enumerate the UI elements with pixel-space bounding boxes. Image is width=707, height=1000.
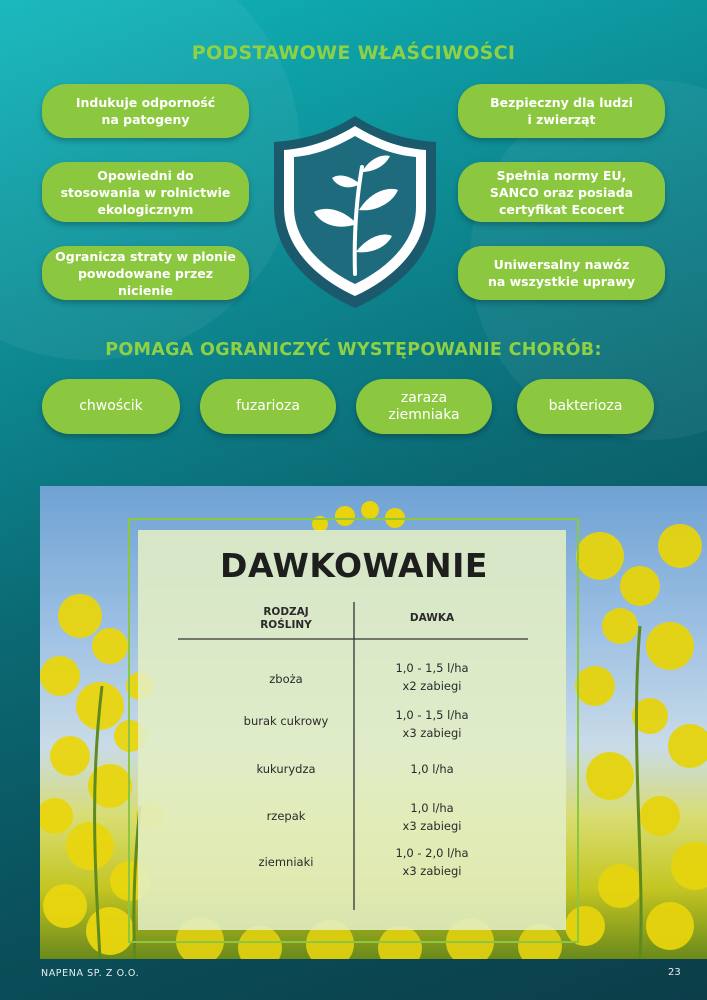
table-row-plant: rzepak [266,809,306,823]
table-row-plant: zboża [269,672,303,686]
column-header-plant: RODZAJ ROŚLINY [260,606,312,631]
table-row-dose: 1,0 l/ha [410,762,454,776]
table-row-dose: 1,0 - 1,5 l/ha x3 zabiegi [395,708,469,740]
property-pill: Spełnia normy EU, SANCO oraz posiada certyfikat Ecocert [458,162,665,222]
disease-pill: bakterioza [517,379,654,434]
disease-pill: chwościk [42,379,180,434]
diseases-title: POMAGA OGRANICZYĆ WYSTĘPOWANIE CHORÓB: [105,340,602,360]
table-row-plant: burak cukrowy [243,714,329,728]
table-row-plant: kukurydza [256,762,316,776]
properties-title: PODSTAWOWE WŁAŚCIWOŚCI [191,42,516,64]
table-row-dose: 1,0 l/ha x3 zabiegi [402,801,462,833]
property-pill: Indukuje odporność na patogeny [42,84,249,138]
property-pill: Opowiedni do stosowania w rolnictwie ekologicznym [42,162,249,222]
page-number: 23 [668,967,681,978]
property-pill: Bezpieczny dla ludzi i zwierząt [458,84,665,138]
column-header-dose: DAWKA [409,612,455,624]
table-row-dose: 1,0 - 2,0 l/ha x3 zabiegi [395,846,469,878]
dosage-title: DAWKOWANIE [220,546,488,585]
table-row-dose: 1,0 - 1,5 l/ha x2 zabiegi [395,661,469,693]
disease-pill: fuzarioza [200,379,336,434]
property-pill: Ogranicza straty w plonie powodowane przez nicienie [42,246,249,300]
property-pill: Uniwersalny nawóz na wszystkie uprawy [458,246,665,300]
disease-pill: zaraza ziemniaka [356,379,492,434]
footer-company: NAPENA SP. Z O.O. [41,968,140,979]
table-row-plant: ziemniaki [258,855,314,869]
